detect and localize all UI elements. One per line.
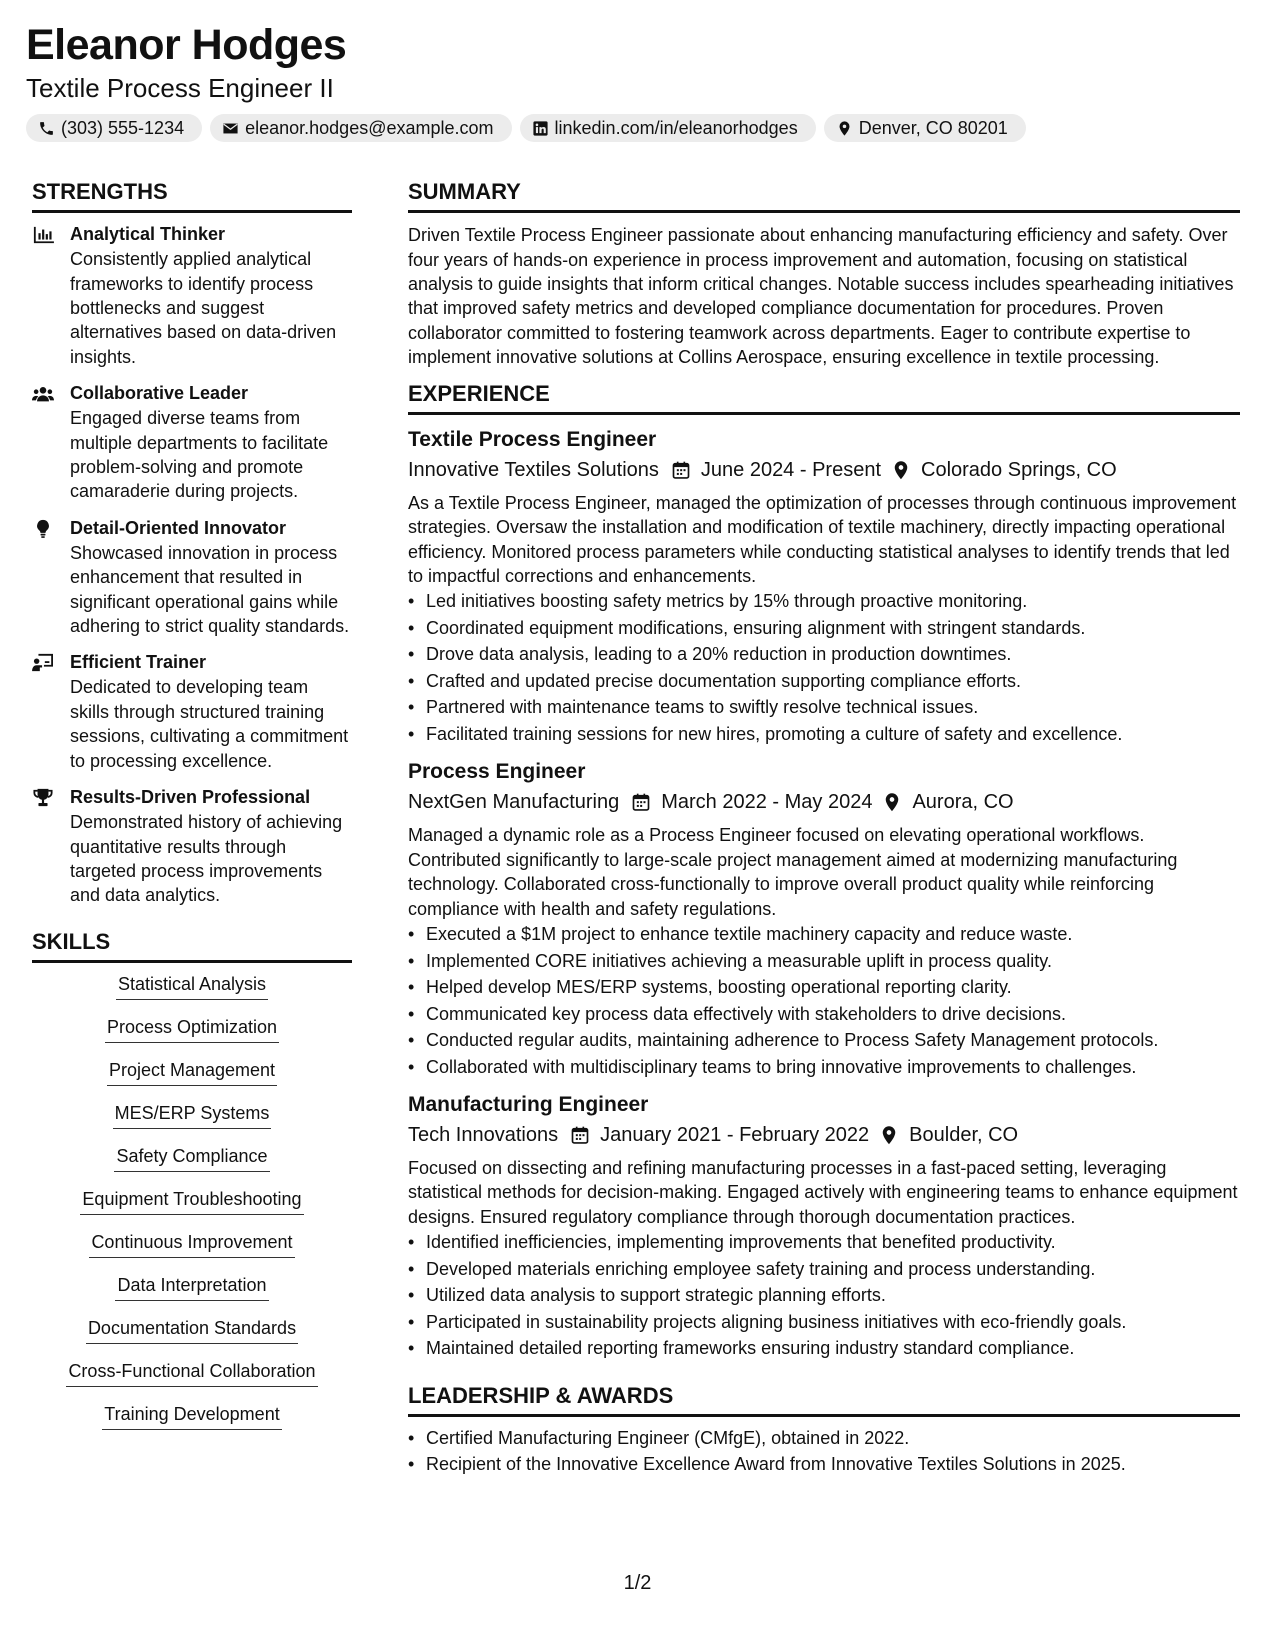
candidate-title: Textile Process Engineer II xyxy=(26,73,334,103)
job-bullet: • Maintained detailed reporting frameworks ensuring industry standard compliance. xyxy=(408,1335,1240,1362)
contact-linkedin[interactable] xyxy=(520,114,816,142)
summary-text: Driven Textile Process Engineer passionate about enhancing manufacturing efficiency and safety. Over four years of hands-on experience in process improvement and automation, focusing on statistical analysis to guide insights that inform critical changes. Notable success includes spearheading initiatives that improved safety metrics and developed compliance documentation for procedures. Proven collaborator committed to fostering teamwork across departments. Eager to contribute expertise to implement innovative solutions at Collins Aerospace, ensuring excellence in textile processing. xyxy=(408,225,1234,368)
right-column xyxy=(408,180,1240,1478)
strength-text: Showcased innovation in process enhancement that resulted in significant operational gains while adhering to strict quality standards. xyxy=(70,542,350,637)
skill-item xyxy=(32,971,352,1000)
skill-label: Statistical Analysis xyxy=(116,971,268,1000)
strength-item xyxy=(32,515,352,639)
map-pin-icon xyxy=(836,120,853,137)
skill-item xyxy=(32,1057,352,1086)
strength-text: Engaged diverse teams from multiple departments to facilitate problem-solving and promote camaraderie during projects. xyxy=(70,408,329,502)
skills-list xyxy=(32,971,352,1430)
skill-item xyxy=(32,1401,352,1430)
job-bullet: • Crafted and updated precise documentation supporting compliance efforts. xyxy=(408,668,1240,695)
strength-item xyxy=(32,649,352,773)
skill-item xyxy=(32,1315,352,1344)
job-role: Process Engineer xyxy=(408,760,586,784)
strength-title: Analytical Thinker xyxy=(70,224,226,245)
job-dates: June 2024 - Present xyxy=(700,458,882,481)
strengths-heading: STRENGTHS xyxy=(32,180,352,213)
skill-item xyxy=(32,1358,352,1387)
job-bullet: • Implemented CORE initiatives achieving a measurable uplift in process quality. xyxy=(408,948,1240,975)
calendar-icon xyxy=(558,1125,600,1145)
contact-bar xyxy=(26,114,1026,142)
skill-label: Project Management xyxy=(107,1057,277,1086)
skill-label: Cross-Functional Collaboration xyxy=(66,1358,317,1387)
bar-chart-icon xyxy=(32,221,70,369)
strength-text: Consistently applied analytical frameworks to identify process bottlenecks and suggest alternatives based on data-driven insights. xyxy=(70,249,337,367)
job-bullet: • Communicated key process data effectively with stakeholders to drive decisions. xyxy=(408,1001,1240,1028)
map-pin-icon xyxy=(872,792,912,812)
skill-label: Continuous Improvement xyxy=(89,1229,294,1258)
strength-item xyxy=(32,784,352,908)
job-bullets xyxy=(408,921,1240,1080)
phone-icon xyxy=(38,120,55,137)
map-pin-icon xyxy=(869,1125,909,1145)
awards-list xyxy=(408,1425,1240,1478)
job-company: NextGen Manufacturing xyxy=(408,791,620,814)
job-bullet: • Drove data analysis, leading to a 20% reduction in production downtimes. xyxy=(408,641,1240,668)
lightbulb-icon xyxy=(32,515,70,639)
job-dates: March 2022 - May 2024 xyxy=(661,791,873,814)
contact-email[interactable] xyxy=(210,114,511,142)
calendar-icon xyxy=(619,792,661,812)
job-entry xyxy=(408,425,1240,748)
contact-phone-text: (303) 555-1234 xyxy=(61,117,185,138)
job-bullet: • Partnered with maintenance teams to swiftly resolve technical issues. xyxy=(408,694,1240,721)
contact-location xyxy=(824,114,1026,142)
linkedin-icon xyxy=(532,120,549,137)
trophy-icon xyxy=(32,784,70,908)
job-location: Aurora, CO xyxy=(912,791,1014,814)
skill-label: Documentation Standards xyxy=(86,1315,298,1344)
experience-heading: EXPERIENCE xyxy=(408,382,1240,415)
strength-title: Detail-Oriented Innovator xyxy=(70,517,287,538)
strength-title: Results-Driven Professional xyxy=(70,787,311,808)
candidate-name: Eleanor Hodges xyxy=(26,21,347,69)
skill-label: Data Interpretation xyxy=(115,1272,268,1301)
job-company: Innovative Textiles Solutions xyxy=(408,458,659,481)
skill-item xyxy=(32,1186,352,1215)
award-item: • Certified Manufacturing Engineer (CMfgE), obtained in 2022. xyxy=(408,1425,1240,1452)
job-bullet: • Helped develop MES/ERP systems, boosting operational reporting clarity. xyxy=(408,974,1240,1001)
skill-label: MES/ERP Systems xyxy=(113,1100,272,1129)
job-location: Boulder, CO xyxy=(909,1124,1019,1147)
users-icon xyxy=(32,380,70,504)
skill-label: Training Development xyxy=(102,1401,281,1430)
contact-linkedin-text: linkedin.com/in/eleanorhodges xyxy=(554,117,798,138)
job-bullet: • Participated in sustainability projects aligning business initiatives with eco-friendly goals. xyxy=(408,1309,1240,1336)
award-item: • Recipient of the Innovative Excellence Award from Innovative Textiles Solutions in 2025. xyxy=(408,1451,1240,1478)
job-meta xyxy=(408,1120,1240,1150)
job-meta xyxy=(408,787,1240,817)
job-bullet: • Developed materials enriching employee safety training and process understanding. xyxy=(408,1256,1240,1283)
job-entry xyxy=(408,757,1240,1080)
job-description: Focused on dissecting and refining manufacturing processes in a fast-paced setting, leveraging statistical methods for decision-making. Engaged actively with engineering teams to enhance equipment designs. Ensured regulatory compliance through thorough documentation practices. xyxy=(408,1158,1238,1227)
job-bullet: • Facilitated training sessions for new hires, promoting a culture of safety and excellence. xyxy=(408,721,1240,748)
job-bullet: • Identified inefficiencies, implementing improvements that benefited productivity. xyxy=(408,1229,1240,1256)
job-role: Manufacturing Engineer xyxy=(408,1093,649,1117)
job-description: As a Textile Process Engineer, managed the optimization of processes through continuous improvement strategies. Oversaw the installation and modification of textile machinery, directly impacting operational efficiency. Monitored process parameters while conducting statistical analyses to identify trends that led to impactful corrections and enhancements. xyxy=(408,492,1237,587)
job-bullet: • Coordinated equipment modifications, ensuring alignment with stringent standards. xyxy=(408,615,1240,642)
skill-item xyxy=(32,1272,352,1301)
strength-title: Collaborative Leader xyxy=(70,383,249,404)
map-pin-icon xyxy=(881,460,921,480)
strength-item xyxy=(32,380,352,504)
job-meta xyxy=(408,455,1240,485)
chalkboard-teacher-icon xyxy=(32,649,70,773)
job-bullet: • Utilized data analysis to support strategic planning efforts. xyxy=(408,1282,1240,1309)
awards-heading: LEADERSHIP & AWARDS xyxy=(408,1384,1240,1417)
skill-label: Safety Compliance xyxy=(114,1143,269,1172)
envelope-icon xyxy=(222,120,239,137)
job-location: Colorado Springs, CO xyxy=(921,458,1117,481)
skills-heading: SKILLS xyxy=(32,930,352,963)
skill-label: Process Optimization xyxy=(105,1014,279,1043)
job-dates: January 2021 - February 2022 xyxy=(600,1124,870,1147)
skill-item xyxy=(32,1143,352,1172)
job-bullets xyxy=(408,1229,1240,1362)
skill-item xyxy=(32,1014,352,1043)
job-description: Managed a dynamic role as a Process Engineer focused on elevating operational workflows. Contributed significantly to large-scale project management aimed at modernizing manufacturing technology. Collaborated cross-functionally to improve overall product quality while reinforcing compliance with health and safety regulations. xyxy=(408,825,1178,919)
strength-text: Demonstrated history of achieving quantitative results through targeted process improvements and data analytics. xyxy=(70,812,343,906)
skill-item xyxy=(32,1100,352,1129)
strength-title: Efficient Trainer xyxy=(70,652,207,673)
job-bullet: • Led initiatives boosting safety metrics by 15% through proactive monitoring. xyxy=(408,588,1240,615)
job-company: Tech Innovations xyxy=(408,1124,559,1147)
contact-phone[interactable] xyxy=(26,114,202,142)
summary-heading: SUMMARY xyxy=(408,180,1240,213)
left-column xyxy=(32,180,352,1444)
job-entry xyxy=(408,1090,1240,1362)
strengths-list xyxy=(32,221,352,908)
contact-email-text: eleanor.hodges@example.com xyxy=(245,117,494,138)
page-number: 1/2 xyxy=(623,1572,652,1594)
calendar-icon xyxy=(659,460,701,480)
job-role: Textile Process Engineer xyxy=(408,427,657,451)
skill-label: Equipment Troubleshooting xyxy=(80,1186,303,1215)
contact-location-text: Denver, CO 80201 xyxy=(858,117,1008,138)
job-bullets xyxy=(408,588,1240,747)
strength-text: Dedicated to developing team skills through structured training sessions, cultivating a commitment to processing excellence. xyxy=(70,677,349,771)
job-bullet: • Conducted regular audits, maintaining adherence to Process Safety Management protocols. xyxy=(408,1027,1240,1054)
skill-item xyxy=(32,1229,352,1258)
job-bullet: • Executed a $1M project to enhance textile machinery capacity and reduce waste. xyxy=(408,921,1240,948)
strength-item xyxy=(32,221,352,369)
job-bullet: • Collaborated with multidisciplinary teams to bring innovative improvements to challenges. xyxy=(408,1054,1240,1081)
